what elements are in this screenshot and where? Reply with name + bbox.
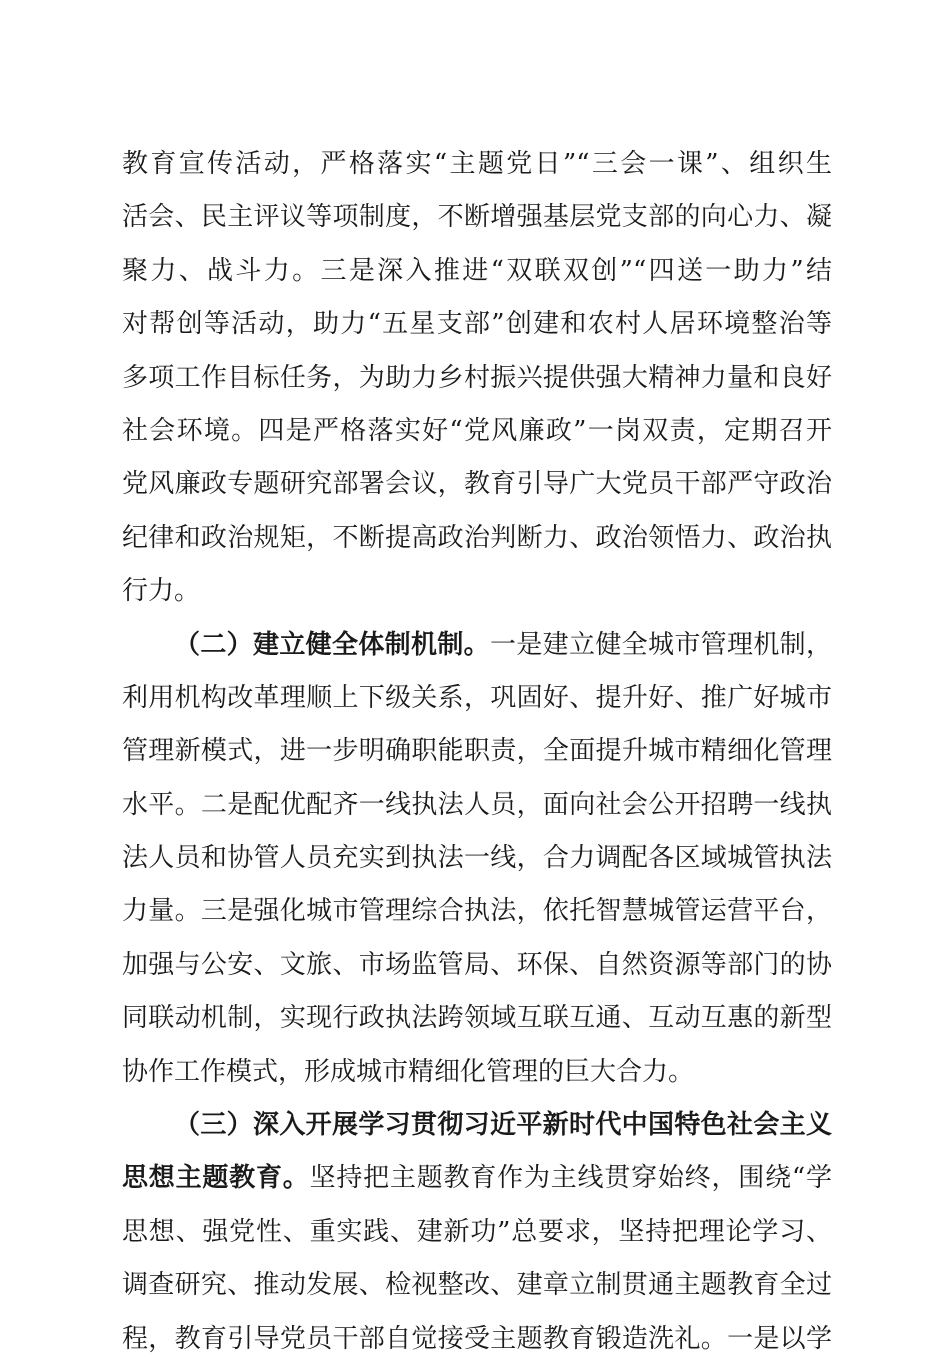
text-segment: 程，教育引导党员干部自觉接受主题教育锻造洗礼。一是以学 [122, 1323, 832, 1354]
p2-line-4 [122, 779, 832, 832]
p1-line-8 [122, 512, 832, 565]
p1-line-1 [122, 138, 832, 191]
text-segment: 同联动机制，实现行政执法跨领域互联互通、互动互惠的新型 [122, 1003, 832, 1034]
p3-line-4 [122, 1259, 832, 1312]
text-segment: 教育宣传活动，严格落实“主题党日”“三会一课”、组织生 [122, 149, 832, 179]
p1-line-4 [122, 298, 832, 351]
text-segment: 思想、强党性、重实践、建新功”总要求，坚持把理论学习、 [122, 1216, 832, 1247]
p2-line-1 [122, 619, 832, 672]
document-body [122, 138, 832, 1366]
p2-line-3 [122, 725, 832, 778]
p1-line-9 [122, 565, 832, 618]
p3-line-3 [122, 1206, 832, 1259]
text-segment: 多项工作目标任务，为助力乡村振兴提供强大精神力量和良好 [122, 362, 832, 393]
text-segment: 党风廉政专题研究部署会议，教育引导广大党员干部严守政治 [122, 469, 832, 500]
section-heading-3: （三）深入开展学习贯彻习近平新时代中国特色社会主义 [174, 1110, 832, 1141]
section-heading-3-cont: 思想主题教育。 [122, 1163, 310, 1194]
p2-line-8 [122, 992, 832, 1045]
text-segment: 加强与公安、文旅、市场监管局、环保、自然资源等部门的协 [122, 949, 832, 980]
text-segment: 聚力、战斗力。三是深入推进“双联双创”“四送一助力”结 [122, 255, 832, 286]
p2-line-7 [122, 939, 832, 992]
text-segment: 协作工作模式，形成城市精细化管理的巨大合力。 [122, 1056, 695, 1087]
p3-line-2 [122, 1152, 832, 1205]
p2-line-2 [122, 672, 832, 725]
text-segment: 力量。三是强化城市管理综合执法，依托智慧城管运营平台， [122, 896, 832, 927]
p2-line-9 [122, 1046, 832, 1099]
p1-line-3 [122, 245, 832, 298]
text-segment: 利用机构改革理顺上下级关系，巩固好、提升好、推广好城市 [122, 682, 832, 713]
text-segment: 一是建立健全城市管理机制， [490, 629, 832, 660]
text-segment: 社会环境。四是严格落实好“党风廉政”一岗双责，定期召开 [122, 415, 832, 446]
text-segment: 活会、民主评议等项制度，不断增强基层党支部的向心力、凝 [122, 202, 832, 233]
p3-line-5 [122, 1313, 832, 1366]
p2-line-5 [122, 832, 832, 885]
text-segment: 纪律和政治规矩，不断提高政治判断力、政治领悟力、政治执 [122, 522, 832, 553]
p1-line-7 [122, 458, 832, 511]
p2-line-6 [122, 885, 832, 938]
text-segment: 调查研究、推动发展、检视整改、建章立制贯通主题教育全过 [122, 1270, 832, 1301]
text-segment: 法人员和协管人员充实到执法一线，合力调配各区域城管执法 [122, 843, 832, 874]
p1-line-2 [122, 191, 832, 244]
section-heading-2: （二）建立健全体制机制。 [174, 629, 490, 660]
p1-line-6 [122, 405, 832, 458]
text-segment: 行力。 [122, 576, 201, 607]
text-segment: 水平。二是配优配齐一线执法人员，面向社会公开招聘一线执 [122, 789, 832, 820]
text-segment: 坚持把主题教育作为主线贯穿始终，围绕“学 [309, 1163, 832, 1194]
text-segment: 对帮创等活动，助力“五星支部”创建和农村人居环境整治等 [122, 309, 832, 340]
text-segment: 管理新模式，进一步明确职能职责，全面提升城市精细化管理 [122, 736, 832, 767]
p1-line-5 [122, 352, 832, 405]
p3-line-1 [122, 1099, 832, 1152]
